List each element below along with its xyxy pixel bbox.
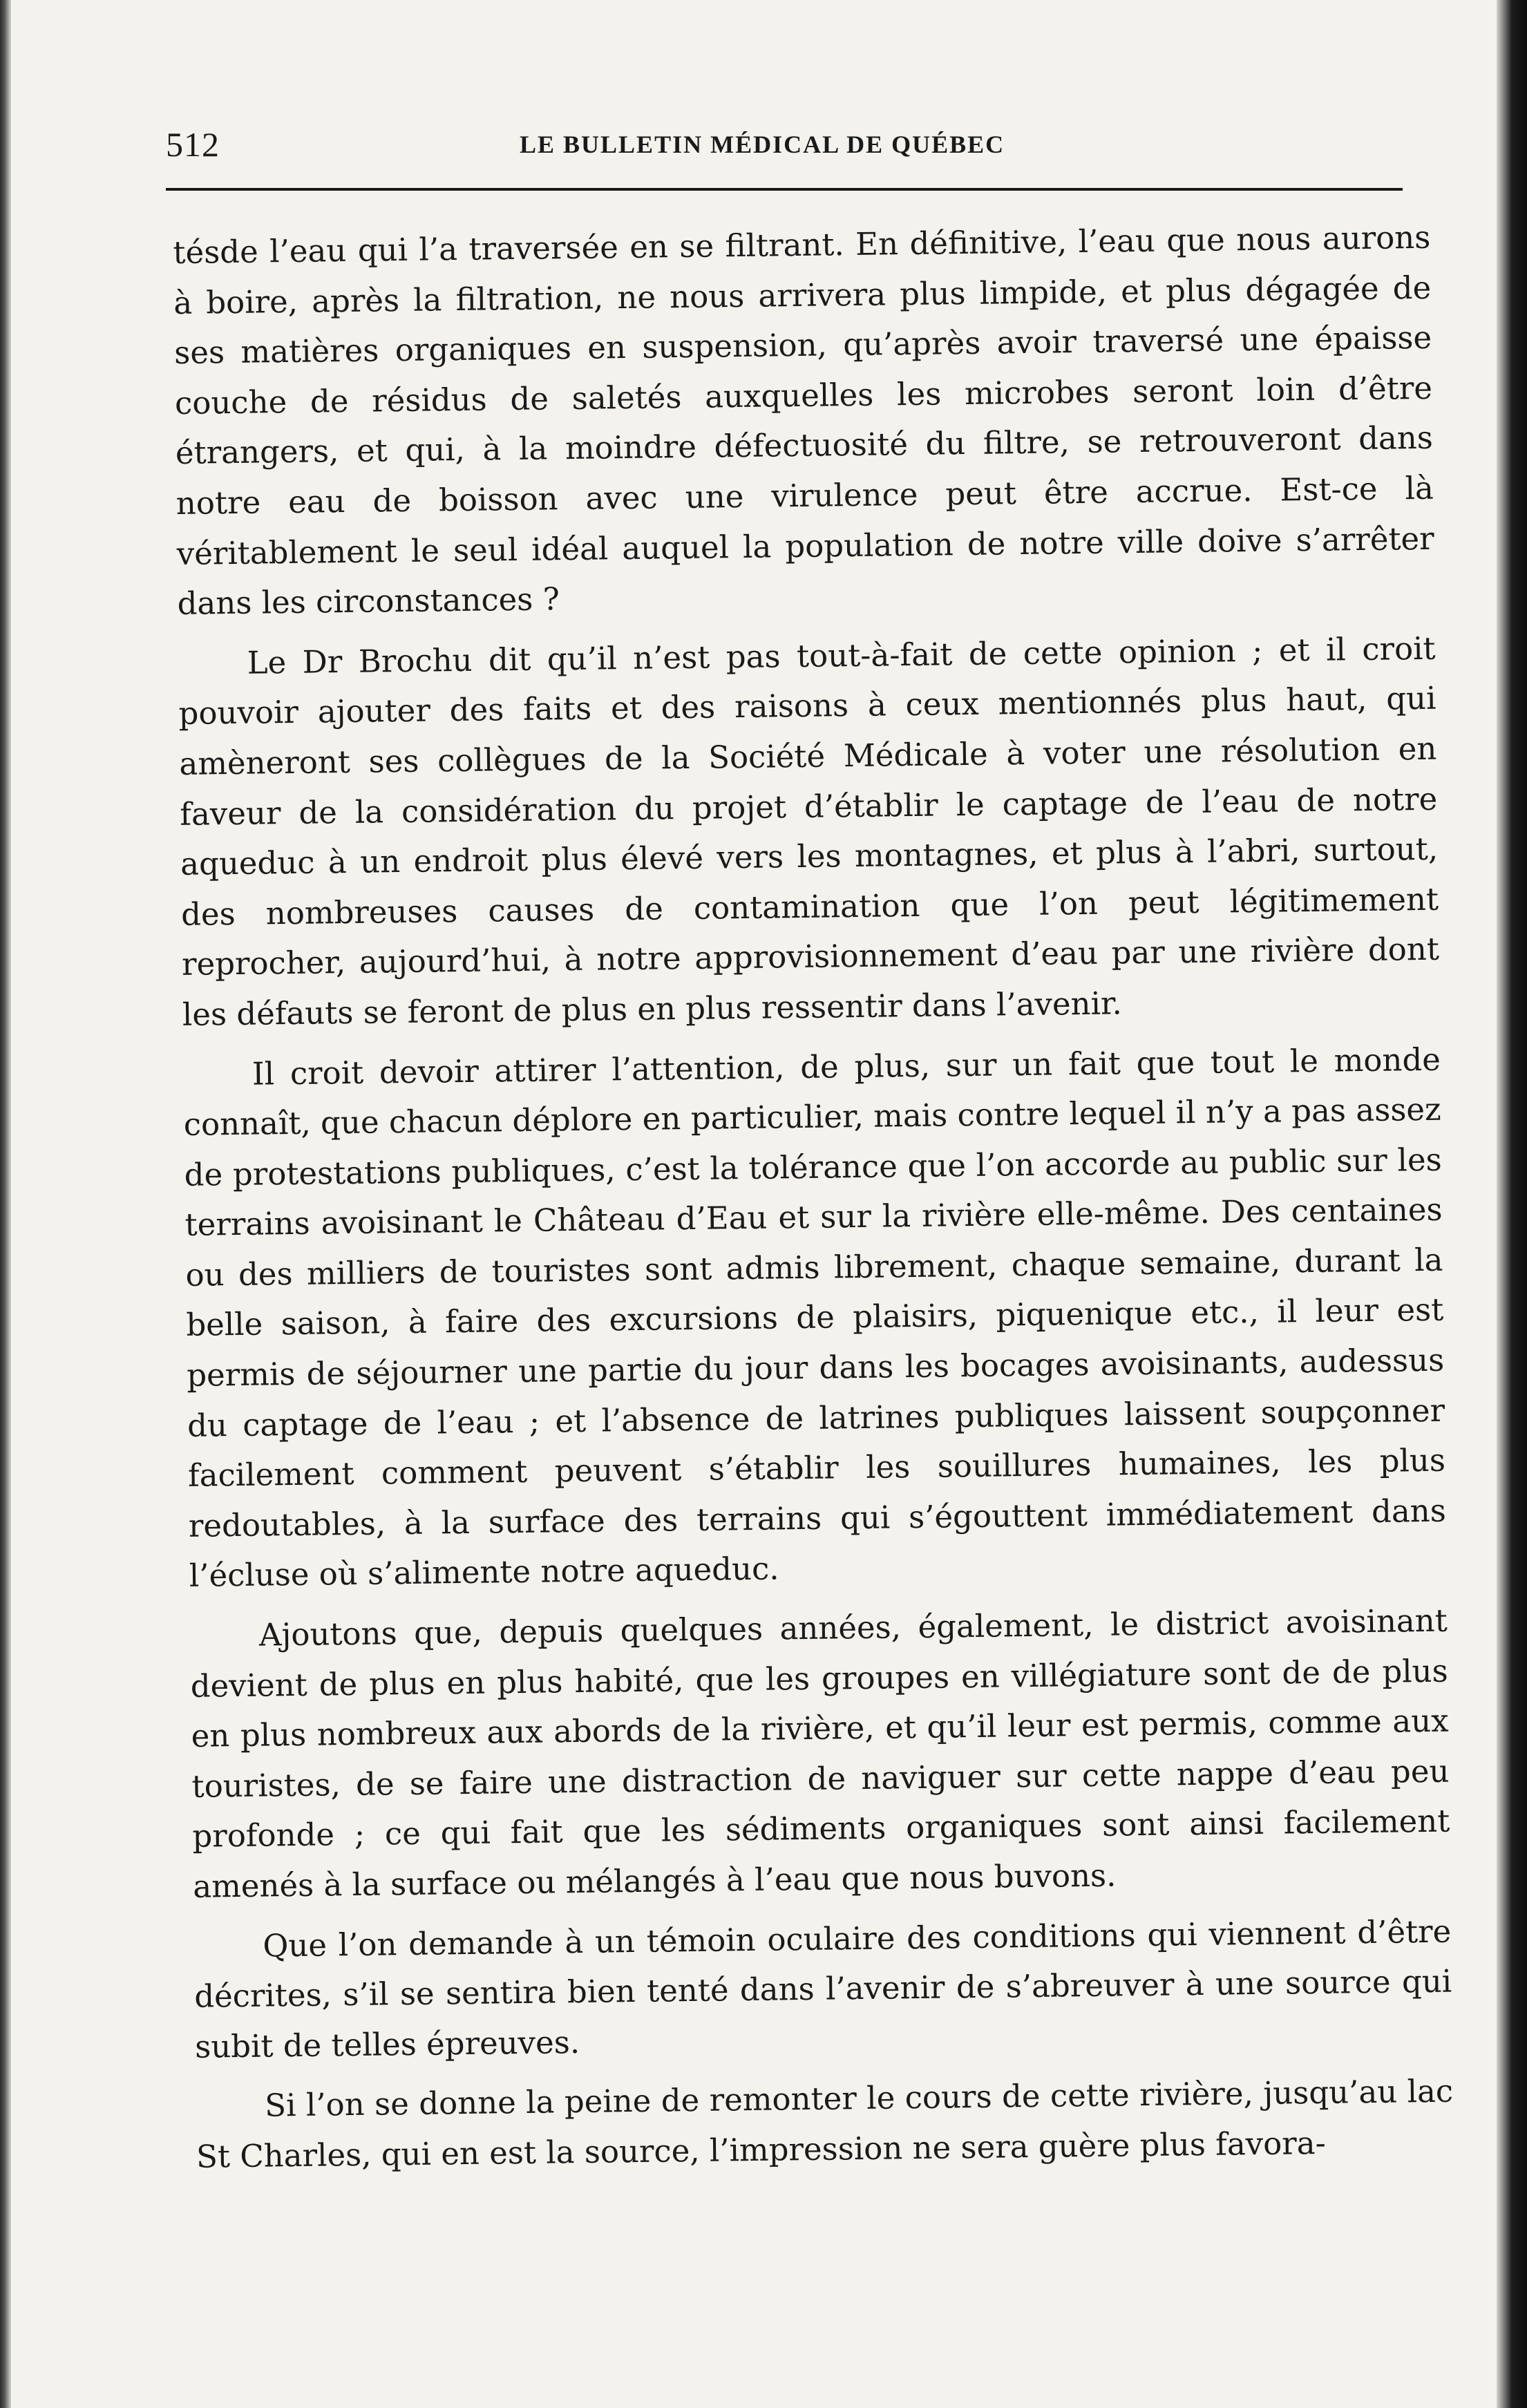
article-body bbox=[173, 213, 1454, 2183]
scanned-binding-edge bbox=[1497, 0, 1527, 2408]
paragraph-lac-st-charles: Si l’on se donne la peine de remonter le cours de cette rivière, jusqu’au lac St Charles, qui en est la source, l’impression ne sera guère plus favora- bbox=[196, 2072, 1454, 2175]
page-number: 512 bbox=[166, 125, 220, 164]
paragraph-dr-brochu: Le Dr Brochu dit qu’il n’est pas tout-à-fait de cette opinion ; et il croit pouvoir ajouter des faits et des raisons à ceux mentionnés plus haut, qui amèneront ses collègues de la Société Médicale à voter une résolution en faveur de la considération du projet d’établir le captage de l’eau de notre aqueduc à un endroit plus élevé vers les montagnes, et plus à l’abri, surtout, des nombreuses causes de contamination que l’on peut légitimement reprocher, aujourd’hui, à notre approvisionnement d’eau par une rivière dont les défauts se feront de plus en plus ressentir dans l’avenir. bbox=[178, 629, 1440, 1033]
paragraph-continuation: tésde l’eau qui l’a traversée en se filtrant. En définitive, l’eau que nous aurons à boire, après la filtration, ne nous arrivera plus limpide, et plus dégagée de ses matières organiques en suspension, qu’après avoir traversé une épaisse couche de résidus de saletés auxquelles les microbes seront loin d’être étrangers, et qui, à la moindre défectuosité du filtre, se retrouveront dans notre eau de boisson avec une virulence peut être accrue. Est-ce là véritablement le seul idéal auquel la population de notre ville doive s’arrêter dans les circonstances ? bbox=[173, 218, 1434, 623]
paragraph-witness: Que l’on demande à un témoin oculaire des conditions qui viennent d’être décrites, s’il se sentira bien tenté dans l’avenir de s’abreuver à une source qui subit de telles épreuves. bbox=[193, 1913, 1452, 2065]
running-head bbox=[166, 104, 1403, 166]
paragraph-tourists: Il croit devoir attirer l’attention, de plus, sur un fait que tout le monde connaît, que chacun déplore en particulier, mais contre lequel il n’y a pas assez de protestations publiques, c’est la tolérance que l’on accorde au public sur les terrains avoisinant le Château d’Eau et sur la rivière elle-même. Des centaines ou des milliers de touristes sont admis librement, chaque semaine, durant la belle saison, à faire des excursions de plaisirs, piquenique etc., il leur est permis de séjourner une partie du jour dans les bocages avoisinants, audessus du captage de l’eau ; et l’absence de latrines publiques laissent soupçonner facilement comment peuvent s’établir les souillures humaines, les plus redoutables, à la surface des terrains qui s’égouttent immédiatement dans l’écluse où s’alimente notre aqueduc. bbox=[183, 1041, 1447, 1595]
journal-title: LE BULLETIN MÉDICAL DE QUÉBEC bbox=[520, 131, 1005, 158]
header-rule bbox=[166, 188, 1403, 191]
scanned-gutter-edge bbox=[0, 0, 11, 2408]
paragraph-district: Ajoutons que, depuis quelques années, également, le district avoisinant devient de plus en plus habité, que les groupes en villégiature sont de de plus en plus nombreux aux abords de la rivière, et qu’il leur est permis, comme aux touristes, de se faire une distraction de naviguer sur cette nappe d’eau peu profonde ; ce qui fait que les sédiments organiques sont ainsi facilement amenés à la surface ou mélangés à l’eau que nous buvons. bbox=[190, 1602, 1450, 1905]
journal-page bbox=[166, 104, 1454, 2175]
